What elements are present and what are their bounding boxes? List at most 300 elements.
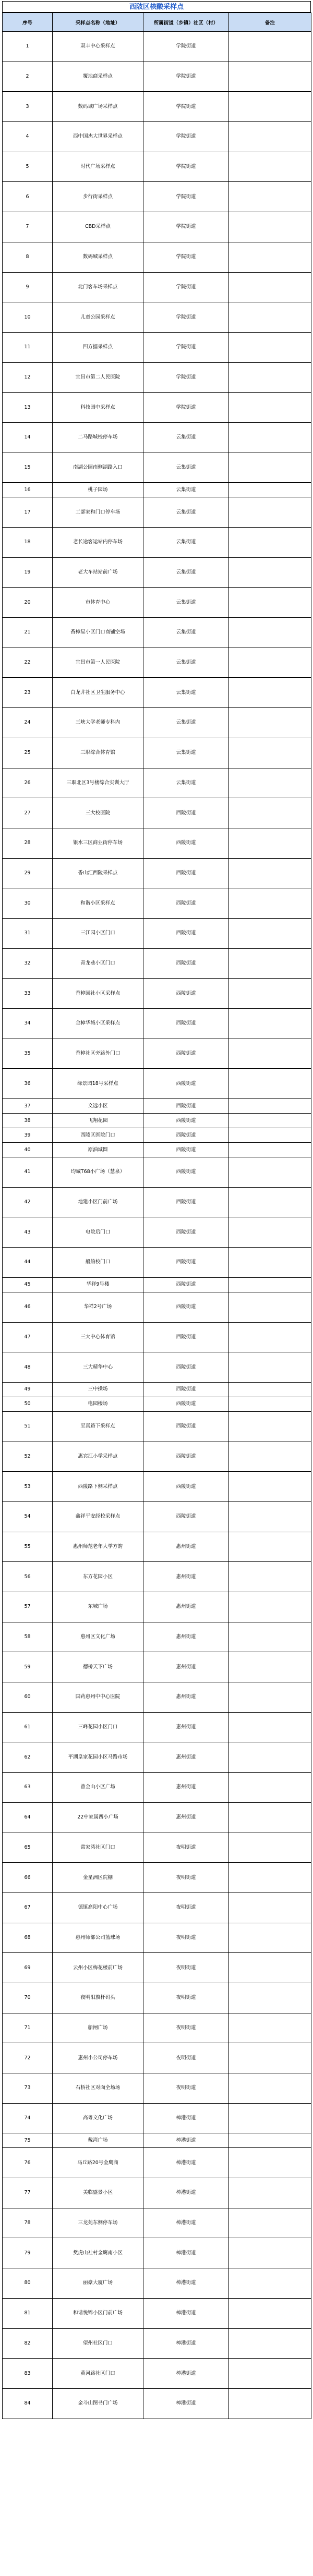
- table-row: [3, 1742, 311, 1773]
- street-name: 西陵街道: [143, 1157, 229, 1188]
- sampling-point-name: 樊虎山社村金鹰南小区: [53, 2238, 143, 2268]
- street-name: 樟港街道: [143, 2133, 229, 2148]
- street-name: 西陵街道: [143, 918, 229, 948]
- street-name: 西陵街道: [143, 1442, 229, 1472]
- remark-cell: [229, 1157, 311, 1188]
- table-row: [3, 2043, 311, 2073]
- street-name: 西陵街道: [143, 1248, 229, 1278]
- table-row: [3, 1322, 311, 1352]
- sampling-point-name: 银水三区商业街停车场: [53, 828, 143, 858]
- street-name: 学院街道: [143, 182, 229, 212]
- street-name: 惠州街道: [143, 1592, 229, 1622]
- sampling-point-name: 丽豪大厦广场: [53, 2268, 143, 2299]
- street-name: 樟港街道: [143, 2148, 229, 2178]
- table-row: [3, 1114, 311, 1128]
- sampling-point-name: 东方花园小区: [53, 1562, 143, 1592]
- remark-cell: [229, 483, 311, 497]
- sampling-point-name: 绿景园18号采样点: [53, 1069, 143, 1099]
- sampling-point-name: 覆地商采样点: [53, 62, 143, 92]
- remark-cell: [229, 979, 311, 1009]
- remark-cell: [229, 2328, 311, 2359]
- table-row: [3, 1382, 311, 1397]
- remark-cell: [229, 1983, 311, 2013]
- street-name: 惠州街道: [143, 1773, 229, 1803]
- row-number: 74: [3, 2103, 53, 2133]
- street-name: 西陵街道: [143, 888, 229, 919]
- remark-cell: [229, 497, 311, 528]
- remark-cell: [229, 242, 311, 272]
- street-name: 西陵街道: [143, 1187, 229, 1217]
- table-row: [3, 122, 311, 152]
- table-row: [3, 32, 311, 62]
- table-row: [3, 979, 311, 1009]
- street-name: 云集街道: [143, 738, 229, 768]
- remark-cell: [229, 2268, 311, 2299]
- street-name: 学院街道: [143, 272, 229, 302]
- sampling-point-name: 北门客车场采样点: [53, 272, 143, 302]
- header-name: 采样点名称（地址）: [53, 13, 143, 32]
- remark-cell: [229, 678, 311, 708]
- table-row: [3, 1893, 311, 1923]
- street-name: 西陵街道: [143, 1472, 229, 1502]
- table-row: [3, 948, 311, 979]
- remark-cell: [229, 1652, 311, 1682]
- sampling-point-name: 南湖公园南侧湖路入口: [53, 453, 143, 483]
- table-row: [3, 2103, 311, 2133]
- street-name: 学院街道: [143, 393, 229, 423]
- remark-cell: [229, 1893, 311, 1923]
- sampling-point-name: 三中操场: [53, 1382, 143, 1397]
- table-row: [3, 2208, 311, 2238]
- sampling-point-name: 三职综合体育馆: [53, 738, 143, 768]
- sampling-point-name: 数码城广场采样点: [53, 92, 143, 122]
- street-name: 云集街道: [143, 483, 229, 497]
- remark-cell: [229, 2178, 311, 2208]
- row-number: 34: [3, 1009, 53, 1039]
- table-row: [3, 2133, 311, 2148]
- row-number: 59: [3, 1652, 53, 1682]
- row-number: 44: [3, 1248, 53, 1278]
- remark-cell: [229, 1411, 311, 1442]
- sampling-point-name: 鑫祥平安经校采样点: [53, 1501, 143, 1532]
- row-number: 18: [3, 528, 53, 558]
- sampling-point-name: 地建小区门前广场: [53, 1187, 143, 1217]
- sampling-point-name: 桃子园场: [53, 483, 143, 497]
- remark-cell: [229, 1277, 311, 1292]
- street-name: 惠州街道: [143, 1622, 229, 1652]
- row-number: 48: [3, 1352, 53, 1383]
- remark-cell: [229, 708, 311, 738]
- sampling-point-name: 常家湾社区门口: [53, 1833, 143, 1863]
- street-name: 夜明街道: [143, 2043, 229, 2073]
- sampling-point-name: 四方擂采样点: [53, 332, 143, 362]
- street-name: 西陵街道: [143, 798, 229, 828]
- street-name: 惠州街道: [143, 1682, 229, 1713]
- row-number: 15: [3, 453, 53, 483]
- street-name: 惠州街道: [143, 1742, 229, 1773]
- street-name: 西陵街道: [143, 1322, 229, 1352]
- street-name: 学院街道: [143, 152, 229, 182]
- sampling-point-name: 惠州小公司停车场: [53, 2043, 143, 2073]
- table-row: [3, 828, 311, 858]
- sampling-point-name: 云州小区梅花楼前广场: [53, 1953, 143, 1983]
- street-name: 西陵街道: [143, 1128, 229, 1143]
- sampling-point-name: 马丘路20号金鹰商: [53, 2148, 143, 2178]
- street-name: 学院街道: [143, 332, 229, 362]
- table-row: [3, 918, 311, 948]
- sampling-point-name: 市体育中心: [53, 588, 143, 618]
- row-number: 4: [3, 122, 53, 152]
- sampling-point-name: 国药惠州中中心医院: [53, 1682, 143, 1713]
- page-title: 西陂区核酸采样点: [2, 1, 311, 13]
- sampling-point-name: 步行街采样点: [53, 182, 143, 212]
- remark-cell: [229, 2133, 311, 2148]
- table-row: [3, 62, 311, 92]
- table-row: [3, 1248, 311, 1278]
- remark-cell: [229, 1923, 311, 1953]
- remark-cell: [229, 1682, 311, 1713]
- table-row: [3, 648, 311, 678]
- sampling-point-name: 船舶校门口: [53, 1248, 143, 1278]
- table-row: [3, 1352, 311, 1383]
- table-row: [3, 1532, 311, 1562]
- table-row: [3, 768, 311, 798]
- sampling-point-name: 平湖皇家花园小区马路市场: [53, 1742, 143, 1773]
- row-number: 52: [3, 1442, 53, 1472]
- row-number: 42: [3, 1187, 53, 1217]
- sampling-point-name: 三大校医院: [53, 798, 143, 828]
- sampling-point-name: 惠州师范老年大学方韵: [53, 1532, 143, 1562]
- street-name: 西陵街道: [143, 1382, 229, 1397]
- row-number: 26: [3, 768, 53, 798]
- street-name: 学院街道: [143, 32, 229, 62]
- row-number: 43: [3, 1217, 53, 1248]
- street-name: 樟港街道: [143, 2388, 229, 2419]
- street-name: 惠州街道: [143, 1802, 229, 1833]
- table-row: [3, 242, 311, 272]
- remark-cell: [229, 302, 311, 333]
- street-name: 樟港街道: [143, 2238, 229, 2268]
- remark-cell: [229, 618, 311, 648]
- street-name: 夜明街道: [143, 2073, 229, 2104]
- row-number: 83: [3, 2359, 53, 2389]
- row-number: 78: [3, 2208, 53, 2238]
- remark-cell: [229, 2103, 311, 2133]
- sampling-point-name: 白龙井社区卫生服务中心: [53, 678, 143, 708]
- remark-cell: [229, 92, 311, 122]
- sampling-point-name: 高粤文化广场: [53, 2103, 143, 2133]
- street-name: 云集街道: [143, 557, 229, 588]
- remark-cell: [229, 1039, 311, 1069]
- table-row: [3, 1099, 311, 1114]
- remark-cell: [229, 1833, 311, 1863]
- street-name: 西陵街道: [143, 979, 229, 1009]
- table-row: [3, 1592, 311, 1622]
- table-row: [3, 1009, 311, 1039]
- sampling-point-name: 香樟社区旁路外门口: [53, 1039, 143, 1069]
- street-name: 学院街道: [143, 62, 229, 92]
- row-number: 13: [3, 393, 53, 423]
- street-name: 西陵街道: [143, 1143, 229, 1157]
- sampling-point-name: 数码城采样点: [53, 242, 143, 272]
- table-row: [3, 1157, 311, 1188]
- street-name: 夜明街道: [143, 1833, 229, 1863]
- table-row: [3, 738, 311, 768]
- row-number: 69: [3, 1953, 53, 1983]
- table-row: [3, 393, 311, 423]
- remark-cell: [229, 2043, 311, 2073]
- street-name: 西陵街道: [143, 1352, 229, 1383]
- remark-cell: [229, 122, 311, 152]
- row-number: 27: [3, 798, 53, 828]
- sampling-point-name: 西陵路下侧采样点: [53, 1472, 143, 1502]
- street-name: 西陵街道: [143, 828, 229, 858]
- row-number: 53: [3, 1472, 53, 1502]
- sampling-point-name: 三江园小区门口: [53, 918, 143, 948]
- remark-cell: [229, 2013, 311, 2043]
- remark-cell: [229, 1863, 311, 1893]
- row-number: 3: [3, 92, 53, 122]
- remark-cell: [229, 2073, 311, 2104]
- street-name: 云集街道: [143, 497, 229, 528]
- row-number: 16: [3, 483, 53, 497]
- row-number: 58: [3, 1622, 53, 1652]
- street-name: 惠州街道: [143, 1532, 229, 1562]
- row-number: 32: [3, 948, 53, 979]
- table-row: [3, 2388, 311, 2419]
- table-row: [3, 1712, 311, 1742]
- sampling-point-name: 老长途客运站内停车场: [53, 528, 143, 558]
- sampling-point-name: 香樟园社小区采样点: [53, 979, 143, 1009]
- row-number: 65: [3, 1833, 53, 1863]
- sampling-point-name: 曾金山小区广场: [53, 1773, 143, 1803]
- remark-cell: [229, 1248, 311, 1278]
- remark-cell: [229, 1069, 311, 1099]
- street-name: 夜明街道: [143, 1983, 229, 2013]
- sampling-point-name: 青龙巷小区门口: [53, 948, 143, 979]
- street-name: 云集街道: [143, 648, 229, 678]
- table-row: [3, 1411, 311, 1442]
- remark-cell: [229, 888, 311, 919]
- sampling-point-name: 科技园中采样点: [53, 393, 143, 423]
- remark-cell: [229, 1128, 311, 1143]
- row-number: 79: [3, 2238, 53, 2268]
- remark-cell: [229, 1292, 311, 1322]
- row-number: 63: [3, 1773, 53, 1803]
- street-name: 云集街道: [143, 678, 229, 708]
- row-number: 62: [3, 1742, 53, 1773]
- remark-cell: [229, 738, 311, 768]
- sampling-point-name: 金星洲区院棚: [53, 1863, 143, 1893]
- table-row: [3, 2148, 311, 2178]
- table-row: [3, 1923, 311, 1953]
- row-number: 10: [3, 302, 53, 333]
- table-row: [3, 1143, 311, 1157]
- remark-cell: [229, 828, 311, 858]
- sampling-point-name: 儿童公园采样点: [53, 302, 143, 333]
- sampling-point-name: 电园楼场: [53, 1397, 143, 1411]
- header-no: 序号: [3, 13, 53, 32]
- row-number: 17: [3, 497, 53, 528]
- sampling-point-name: 香山汇西陵采样点: [53, 858, 143, 888]
- street-name: 云集街道: [143, 453, 229, 483]
- row-number: 31: [3, 918, 53, 948]
- table-row: [3, 1187, 311, 1217]
- row-number: 14: [3, 422, 53, 453]
- street-name: 西陵街道: [143, 1411, 229, 1442]
- sampling-point-name: 石桥社区对面全场场: [53, 2073, 143, 2104]
- sampling-point-name: 惠宾江小学采样点: [53, 1442, 143, 1472]
- remark-cell: [229, 798, 311, 828]
- table-row: [3, 888, 311, 919]
- table-row: [3, 1277, 311, 1292]
- row-number: 6: [3, 182, 53, 212]
- row-number: 5: [3, 152, 53, 182]
- street-name: 西陵街道: [143, 1397, 229, 1411]
- table-row: [3, 1833, 311, 1863]
- sampling-point-name: 电院后门口: [53, 1217, 143, 1248]
- remark-cell: [229, 62, 311, 92]
- remark-cell: [229, 948, 311, 979]
- row-number: 35: [3, 1039, 53, 1069]
- street-name: 樟港街道: [143, 2268, 229, 2299]
- row-number: 21: [3, 618, 53, 648]
- sampling-point-name: CBD采样点: [53, 212, 143, 242]
- street-name: 惠州街道: [143, 1562, 229, 1592]
- remark-cell: [229, 1953, 311, 1983]
- row-number: 51: [3, 1411, 53, 1442]
- remark-cell: [229, 1322, 311, 1352]
- street-name: 学院街道: [143, 302, 229, 333]
- table-row: [3, 2073, 311, 2104]
- row-number: 46: [3, 1292, 53, 1322]
- remark-cell: [229, 528, 311, 558]
- remark-cell: [229, 272, 311, 302]
- street-name: 西陵街道: [143, 1039, 229, 1069]
- sampling-point-name: 工部家和门口停车场: [53, 497, 143, 528]
- row-number: 50: [3, 1397, 53, 1411]
- table-row: [3, 272, 311, 302]
- row-number: 40: [3, 1143, 53, 1157]
- row-number: 76: [3, 2148, 53, 2178]
- table-row: [3, 557, 311, 588]
- sampling-point-name: 至真路下采样点: [53, 1411, 143, 1442]
- street-name: 西陵街道: [143, 1099, 229, 1114]
- row-number: 81: [3, 2298, 53, 2328]
- sampling-point-name: 老大车站站前广场: [53, 557, 143, 588]
- row-number: 19: [3, 557, 53, 588]
- table-row: [3, 588, 311, 618]
- street-name: 西陵街道: [143, 948, 229, 979]
- sampling-point-name: 时代广场采样点: [53, 152, 143, 182]
- remark-cell: [229, 1802, 311, 1833]
- sampling-point-name: 金斗山图书门广场: [53, 2388, 143, 2419]
- sampling-point-name: 船闸广场: [53, 2013, 143, 2043]
- street-name: 樟港街道: [143, 2298, 229, 2328]
- street-name: 樟港街道: [143, 2328, 229, 2359]
- table-row: [3, 332, 311, 362]
- street-name: 夜明街道: [143, 2013, 229, 2043]
- row-number: 60: [3, 1682, 53, 1713]
- row-number: 64: [3, 1802, 53, 1833]
- row-number: 24: [3, 708, 53, 738]
- row-number: 41: [3, 1157, 53, 1188]
- street-name: 西陵街道: [143, 1217, 229, 1248]
- table-row: [3, 1501, 311, 1532]
- table-row: [3, 2328, 311, 2359]
- remark-cell: [229, 1532, 311, 1562]
- remark-cell: [229, 2238, 311, 2268]
- street-name: 学院街道: [143, 362, 229, 393]
- remark-cell: [229, 1217, 311, 1248]
- sampling-point-name: 夜明阳旗杆码头: [53, 1983, 143, 2013]
- sampling-point-name: 三峰花园小区门口: [53, 1712, 143, 1742]
- street-name: 云集街道: [143, 588, 229, 618]
- table-row: [3, 1069, 311, 1099]
- remark-cell: [229, 1442, 311, 1472]
- street-name: 夜明街道: [143, 1923, 229, 1953]
- remark-cell: [229, 2208, 311, 2238]
- row-number: 8: [3, 242, 53, 272]
- row-number: 57: [3, 1592, 53, 1622]
- table-row: [3, 618, 311, 648]
- row-number: 38: [3, 1114, 53, 1128]
- table-row: [3, 1802, 311, 1833]
- sampling-point-name: 惠州师部公司篮球场: [53, 1923, 143, 1953]
- row-number: 2: [3, 62, 53, 92]
- table-row: [3, 1773, 311, 1803]
- remark-cell: [229, 1187, 311, 1217]
- sampling-point-name: 三峡大学老师专科内: [53, 708, 143, 738]
- remark-cell: [229, 1562, 311, 1592]
- row-number: 25: [3, 738, 53, 768]
- row-number: 71: [3, 2013, 53, 2043]
- table-row: [3, 2298, 311, 2328]
- row-number: 68: [3, 1923, 53, 1953]
- table-row: [3, 302, 311, 333]
- row-number: 1: [3, 32, 53, 62]
- street-name: 云集街道: [143, 768, 229, 798]
- street-name: 西陵街道: [143, 1277, 229, 1292]
- street-name: 学院街道: [143, 242, 229, 272]
- street-name: 云集街道: [143, 618, 229, 648]
- row-number: 22: [3, 648, 53, 678]
- table-row: [3, 1217, 311, 1248]
- table-row: [3, 2178, 311, 2208]
- table-row: [3, 1397, 311, 1411]
- row-number: 82: [3, 2328, 53, 2359]
- row-number: 66: [3, 1863, 53, 1893]
- remark-cell: [229, 768, 311, 798]
- remark-cell: [229, 1592, 311, 1622]
- street-name: 云集街道: [143, 528, 229, 558]
- sampling-point-name: 三大精华中心: [53, 1352, 143, 1383]
- remark-cell: [229, 588, 311, 618]
- remark-cell: [229, 2388, 311, 2419]
- row-number: 80: [3, 2268, 53, 2299]
- remark-cell: [229, 393, 311, 423]
- table-header-row: [3, 13, 311, 32]
- table-row: [3, 1442, 311, 1472]
- remark-cell: [229, 152, 311, 182]
- remark-cell: [229, 1742, 311, 1773]
- remark-cell: [229, 362, 311, 393]
- street-name: 学院街道: [143, 92, 229, 122]
- table-row: [3, 1039, 311, 1069]
- sampling-point-name: 宜昌市第一人民医院: [53, 648, 143, 678]
- sampling-point-name: 飞翔花园: [53, 1114, 143, 1128]
- sampling-point-name: 均城T68小广场（慧泉）: [53, 1157, 143, 1188]
